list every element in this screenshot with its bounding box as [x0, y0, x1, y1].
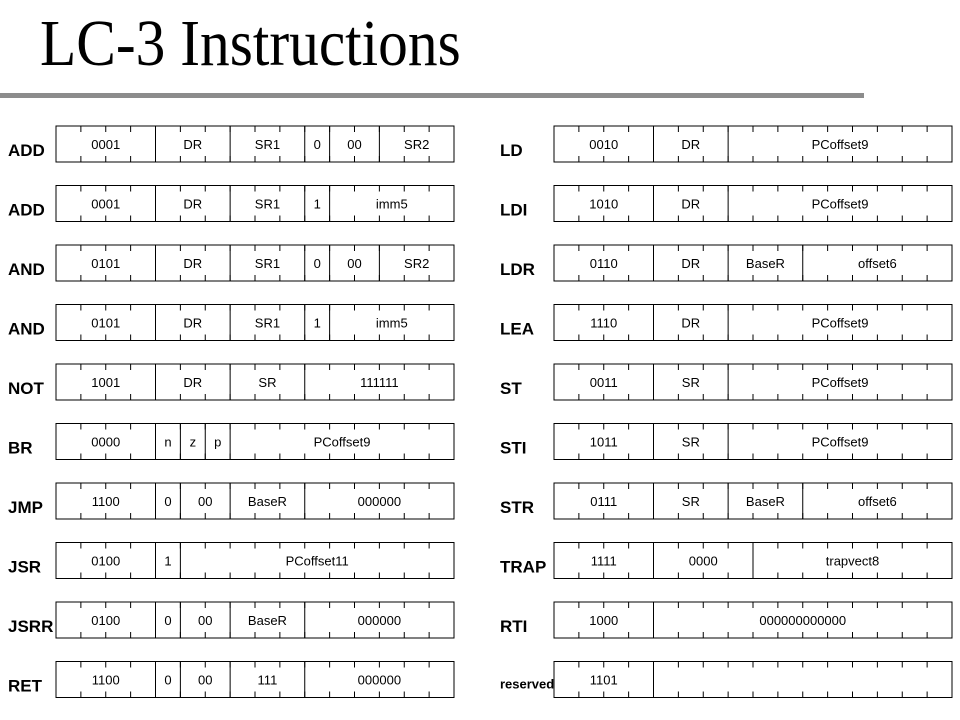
instruction-row-right-9	[500, 662, 952, 698]
instruction-field: 0	[164, 494, 172, 509]
instruction-field: 1111	[590, 553, 617, 569]
instruction-mnemonic: ADD	[8, 141, 45, 160]
instruction-field: 00	[198, 494, 213, 509]
instruction-field: offset6	[857, 256, 897, 271]
instruction-field: 0110	[589, 256, 618, 271]
instruction-field: SR1	[254, 315, 281, 331]
instruction-field: DR	[183, 196, 203, 212]
instruction-field: 000000	[357, 613, 402, 628]
instruction-mnemonic: ST	[500, 379, 522, 398]
instruction-mnemonic: AND	[8, 260, 45, 279]
instruction-mnemonic: LEA	[500, 319, 534, 339]
instruction-row-right-8	[500, 602, 952, 638]
instruction-field: 0000	[688, 553, 718, 569]
instruction-field: 0100	[91, 613, 121, 628]
instruction-mnemonic: STR	[500, 498, 534, 517]
instruction-field: 0101	[91, 256, 121, 271]
instruction-field: DR	[681, 137, 701, 152]
instruction-mnemonic: JSR	[8, 557, 42, 577]
instruction-field: SR	[681, 494, 700, 509]
instruction-field: 1	[313, 196, 321, 212]
instruction-field: 1	[313, 315, 321, 331]
instruction-field: 1001	[91, 375, 121, 390]
instruction-field: trapvect8	[825, 553, 880, 569]
instruction-field: DR	[183, 375, 203, 390]
instruction-field: SR	[681, 375, 700, 390]
instruction-field: PCoffset11	[285, 553, 349, 569]
instruction-field: 0001	[91, 137, 121, 152]
instruction-field: DR	[183, 256, 203, 271]
instruction-field: PCoffset9	[811, 196, 869, 212]
instruction-row-right-5	[500, 424, 952, 460]
instruction-field: p	[214, 434, 222, 450]
instruction-field: offset6	[857, 494, 897, 509]
instruction-field: 0001	[91, 196, 121, 212]
instruction-row-right-4	[500, 364, 952, 400]
instruction-field: 1010	[589, 196, 619, 212]
instruction-field: 1101	[589, 672, 618, 688]
instruction-field: SR1	[254, 256, 281, 271]
instruction-field: 1000	[589, 613, 619, 628]
instruction-field: 0011	[589, 375, 618, 390]
instruction-field: DR	[183, 315, 203, 331]
instruction-field: 1110	[590, 315, 618, 331]
instruction-field: SR	[258, 375, 277, 390]
instruction-field: PCoffset9	[811, 375, 869, 390]
instruction-field: 0101	[91, 315, 121, 331]
instruction-row-right-0	[500, 126, 952, 162]
instruction-mnemonic: reserved	[500, 676, 555, 692]
instruction-row-left-2	[8, 245, 454, 281]
instruction-mnemonic: BR	[8, 438, 33, 458]
instruction-row-left-3	[8, 305, 454, 341]
instruction-row-right-6	[500, 483, 952, 519]
instruction-mnemonic: LDR	[500, 260, 535, 279]
instruction-mnemonic: JSRR	[8, 617, 54, 636]
instruction-field: 0111	[590, 494, 618, 509]
instruction-field: BaseR	[247, 613, 287, 628]
page-title: LC-3 Instructions	[40, 7, 461, 80]
instruction-mnemonic: LD	[500, 141, 523, 160]
instruction-field: 00	[347, 137, 362, 152]
instruction-field: n	[164, 434, 172, 450]
instruction-row-right-7	[500, 543, 952, 579]
instruction-field: imm5	[375, 196, 408, 212]
instruction-field: SR1	[254, 137, 281, 152]
instruction-field: BaseR	[745, 494, 785, 509]
instruction-field: 1011	[589, 434, 618, 450]
instruction-mnemonic: STI	[500, 438, 527, 458]
instruction-field: 00	[198, 672, 213, 688]
instruction-field: SR	[681, 434, 700, 450]
instruction-field: 0010	[589, 137, 619, 152]
instruction-field: 000000	[357, 494, 402, 509]
instruction-field: DR	[183, 137, 203, 152]
instruction-field: 0	[164, 672, 172, 688]
instruction-row-left-7	[8, 543, 454, 579]
instruction-field: SR2	[404, 256, 430, 271]
instruction-field: 1100	[91, 672, 120, 688]
instruction-field: 0	[313, 256, 321, 271]
instruction-mnemonic: RET	[8, 676, 42, 696]
instruction-row-right-1	[500, 186, 952, 222]
instruction-field: 111	[257, 672, 278, 688]
instruction-row-left-0	[8, 126, 454, 162]
instruction-field: 000000	[357, 672, 402, 688]
instruction-field: 0000	[91, 434, 121, 450]
instruction-field: PCoffset9	[811, 137, 869, 152]
instruction-field: BaseR	[745, 256, 785, 271]
instruction-field: 0	[313, 137, 321, 152]
instruction-field: PCoffset9	[811, 315, 869, 331]
instruction-field: SR2	[404, 137, 430, 152]
instruction-row-left-8	[8, 602, 454, 638]
instruction-field: z	[189, 434, 197, 450]
instruction-field: 00	[347, 256, 362, 271]
instruction-field: SR1	[254, 196, 281, 212]
instruction-field: BaseR	[247, 494, 287, 509]
instruction-row-right-3	[500, 305, 952, 341]
instruction-field: 1	[164, 553, 172, 569]
instruction-row-left-6	[8, 483, 454, 519]
instruction-row-left-1	[8, 186, 454, 222]
instruction-row-left-4	[8, 364, 454, 400]
instruction-field: 000000000000	[759, 613, 847, 628]
instruction-field: DR	[681, 196, 701, 212]
instruction-field: 0	[164, 613, 172, 628]
instruction-field: 00	[198, 613, 213, 628]
instruction-field: DR	[681, 315, 701, 331]
instruction-field: PCoffset9	[313, 434, 371, 450]
instruction-field: 0100	[91, 553, 121, 569]
instruction-mnemonic: JMP	[8, 498, 43, 517]
instruction-mnemonic: AND	[8, 319, 45, 339]
instruction-row-left-5	[8, 424, 454, 460]
instruction-mnemonic: NOT	[8, 379, 44, 398]
instruction-mnemonic: ADD	[8, 200, 45, 220]
instruction-mnemonic: LDI	[500, 200, 528, 220]
instruction-field: imm5	[375, 315, 408, 331]
instruction-field: DR	[681, 256, 701, 271]
instruction-row-right-2	[500, 245, 952, 281]
instruction-field: 1100	[91, 494, 120, 509]
instruction-field: PCoffset9	[811, 434, 869, 450]
instruction-row-left-9	[8, 662, 454, 698]
instruction-field: 111111	[360, 375, 399, 390]
instruction-mnemonic: TRAP	[500, 557, 547, 577]
instruction-mnemonic: RTI	[500, 617, 528, 636]
